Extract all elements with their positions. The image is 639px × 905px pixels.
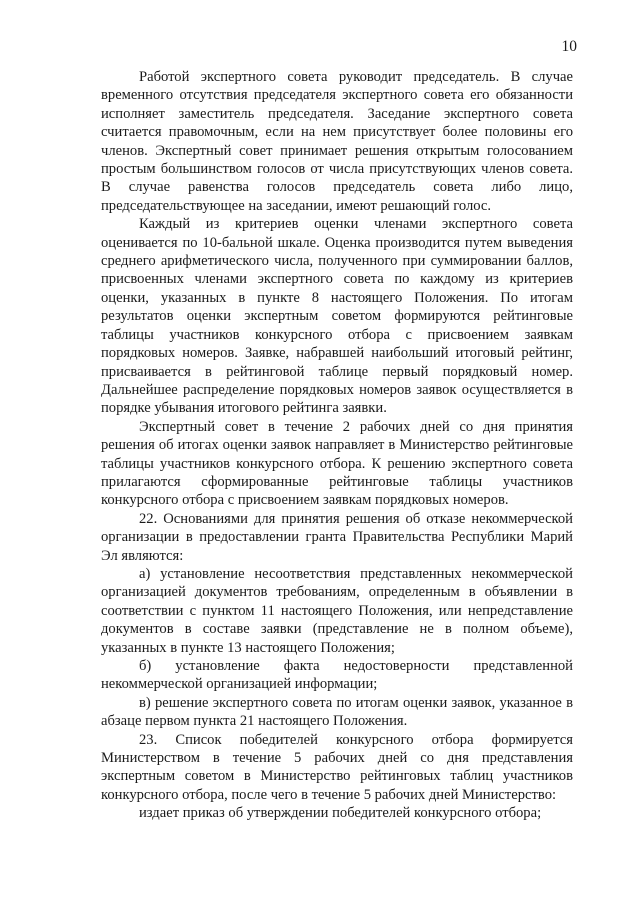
paragraph-expert-council-chair: Работой экспертного совета руководит председатель. В случае временного отсутствия председателя экспертного совета его обязанности исполняет заместитель председателя. Заседание экспертного совета считается правомочным, если на нем присутствует более половины его членов. Экспертный совет принимает решения открытым голосованием простым большинством голосов от числа присутствующих членов совета. В случае равенства голосов председатель совета либо лицо, председательствующее на заседании, имеют решающий голос.	[101, 69, 573, 214]
paragraph-22-item-b: б) установление факта недостоверности представленной некоммерческой организацией информации;	[101, 658, 573, 693]
paragraph-rating-tables: Экспертный совет в течение 2 рабочих дней со дня принятия решения об итогах оценки заявок направляет в Министерство рейтинговые таблицы участников конкурсного отбора. К решению экспертного совета прилагаются сформированные рейтинговые таблицы участников конкурсного отбора с присвоением заявкам порядковых номеров.	[101, 418, 573, 509]
paragraph-22-refusal-grounds: 22. Основаниями для принятия решения об отказе некоммерческой организации в предоставлении гранта Правительства Республики Марий Эл являются:	[101, 510, 573, 564]
paragraph-22-item-a: а) установление несоответствия представленных некоммерческой организацией документов требованиям, определенным в объявлении в соответствии с пунктом 11 настоящего Положения, или непредставление документов в составе заявки (представление не в полном объеме), указанных в пункте 13 настоящего Положения;	[101, 565, 573, 656]
page-number: 10	[561, 38, 577, 55]
paragraph-23-order: издает приказ об утверждении победителей конкурсного отбора;	[139, 805, 542, 822]
paragraph-evaluation-criteria: Каждый из критериев оценки членами экспертного совета оценивается по 10-бальной шкале. Оценка производится путем выведения среднего арифметического числа, полученного при суммировании баллов, присвоенных членами экспертного совета по каждому из критериев оценки, указанных в пункте 8 настоящего Положения. По итогам результатов оценки экспертным советом формируются рейтинговые таблицы участников конкурсного отбора с присвоением заявкам порядковых номеров. Заявке, набравшей наибольший итоговый рейтинг, присваивается в рейтинговой таблице первый порядковый номер. Дальнейшее распределение порядковых номеров заявок осуществляется в порядке убывания итогового рейтинга заявки.	[101, 216, 573, 417]
paragraph-23-winners-list: 23. Список победителей конкурсного отбора формируется Министерством в течение 5 рабочих дней со дня представления экспертным советом в Министерство рейтинговых таблиц участников конкурсного отбора, после чего в течение 5 рабочих дней Министерство:	[101, 731, 573, 803]
paragraph-22-item-v: в) решение экспертного совета по итогам оценки заявок, указанное в абзаце первом пункта 21 настоящего Положения.	[101, 694, 573, 730]
document-body	[101, 68, 573, 823]
